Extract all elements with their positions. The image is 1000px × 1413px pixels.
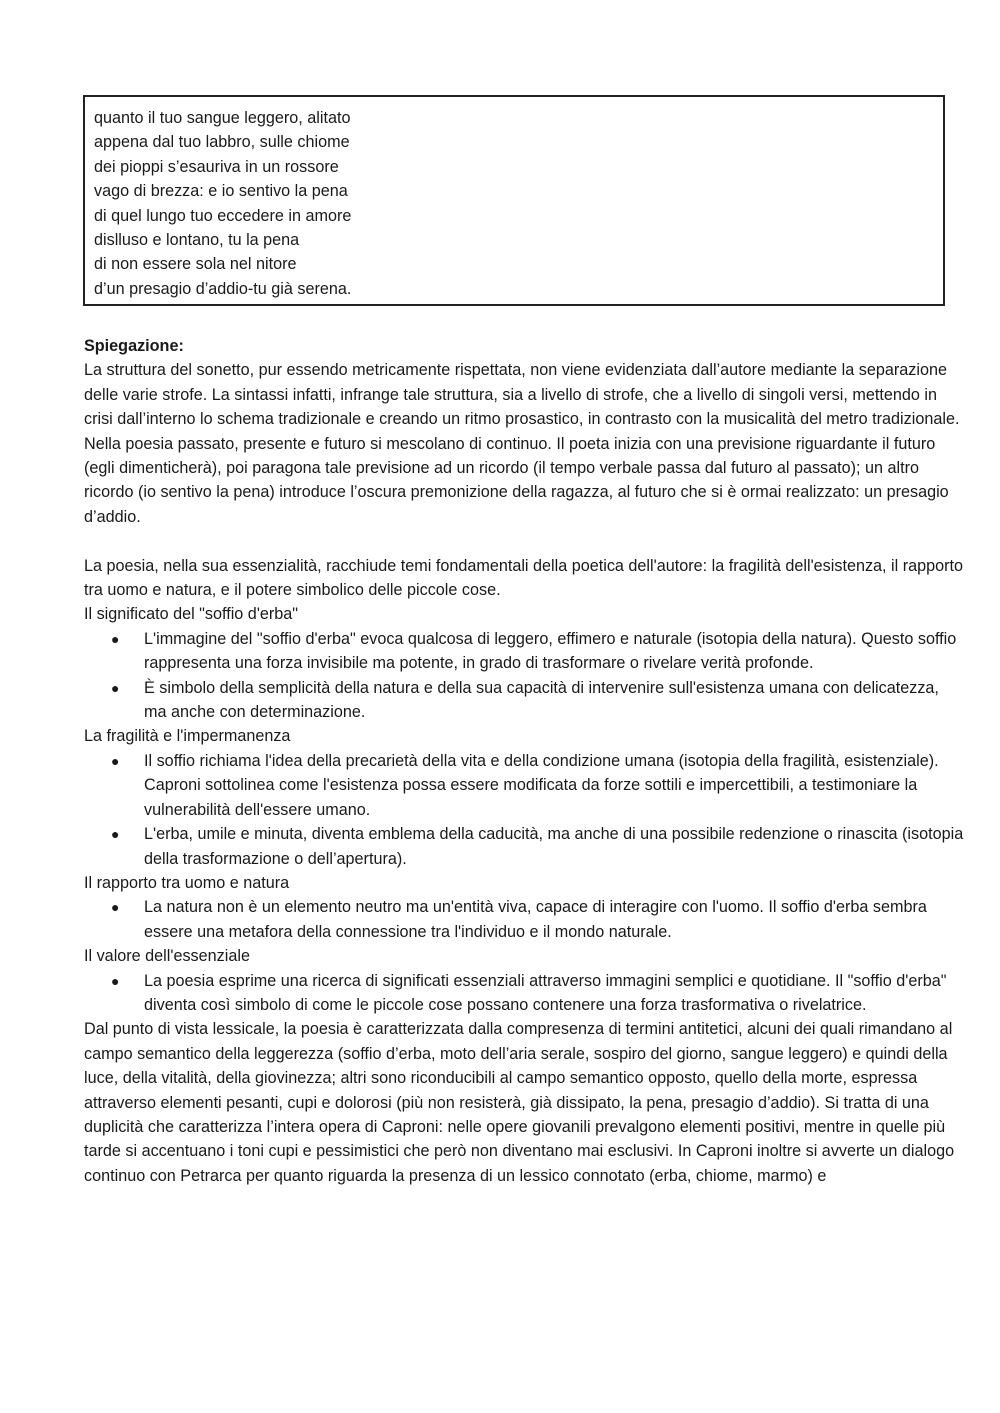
list-item [84,969,964,1018]
subheading-soffio: Il significato del "soffio d'erba" [84,605,299,624]
list-item-text: La natura non è un elemento neutro ma un'entità viva, capace di interagire con l'uomo. Il soffio d'erba sembra essere una metafora della connessione tra l'individuo e il mondo naturale. [144,898,927,941]
list-item [84,676,964,725]
bullet-list-rapporto [84,895,964,944]
poem-line: dei pioppi s’esauriva in un rossore [94,157,339,176]
poem-line: vago di brezza: e io sentivo la pena [94,182,348,201]
paragraph-lexicon: Dal punto di vista lessicale, la poesia è caratterizzata dalla compresenza di termini antitetici, alcuni dei quali rimandano al campo semantico della leggerezza (soffio d’erba, moto dell’aria serale, sospiro del giorno, sangue leggero) e quindi della luce, della vitalità, della giovinezza; altri sono riconducibili al campo semantico opposto, quello della morte, espressa attraverso elementi pesanti, cupi e dolorosi (più non resisterà, già dissipato, la pena, presagio d’addio). Si tratta di una duplicità che caratterizza l’intera opera di Caproni: nelle opere giovanili prevalgono elementi positivi, mentre in quelle più tarde si accentuano i toni cupi e pessimistici che però non diventano mai esclusivi. In Caproni inoltre si avverte un dialogo continuo con Petrarca per quanto riguarda la presenza di un lessico connotato (erba, chiome, marmo) e [84,1020,955,1185]
section-title: Spiegazione: [84,337,184,355]
poem-line: di quel lungo tuo eccedere in amore [94,206,352,225]
bullet-icon: ● [111,630,120,647]
poem-line: dislluso e lontano, tu la pena [94,230,300,249]
explanation-section [84,334,964,1188]
subheading-fragilita: La fragilità e l'impermanenza [84,727,291,746]
poem-line: di non essere sola nel nitore [94,255,297,274]
list-item [84,822,964,871]
bullet-icon: ● [111,972,120,989]
subheading-essenziale: Il valore dell'essenziale [84,947,250,966]
poem-line: quanto il tuo sangue leggero, alitato [94,109,351,127]
poem-line: appena dal tuo labbro, sulle chiome [94,133,350,152]
list-item [84,895,964,944]
list-item [84,749,964,822]
list-item-text: L'immagine del "soffio d'erba" evoca qualcosa di leggero, effimero e naturale (isotopia della natura). Questo soffio rappresenta una forza invisibile ma potente, in grado di trasformare o rivelare verità profonde. [144,629,957,673]
bullet-icon: ● [111,826,120,843]
list-item [84,627,964,676]
list-item-text: È simbolo della semplicità della natura e della sua capacità di intervenire sull'esistenza umana con delicatezza, ma anche con determinazione. [144,678,939,722]
poem-box [83,95,945,306]
paragraph-structure: La struttura del sonetto, pur essendo metricamente rispettata, non viene evidenziata dall’autore mediante la separazione delle varie strofe. La sintassi infatti, infrange tale struttura, sia a livello di strofe, che a livello di singoli versi, mettendo in crisi dall’interno lo schema tradizionale e creando un ritmo prosastico, in contrasto con la musicalità del metro tradizionale. Nella poesia passato, presente e futuro si mescolano di continuo. Il poeta inizia con una previsione riguardante il futuro (egli dimenticherà), poi paragona tale previsione ad un ricordo (il tempo verbale passa dal futuro al passato); un altro ricordo (io sentivo la pena) introduce l’oscura premonizione della ragazza, al futuro che si è ormai realizzato: un presagio d’addio. [84,361,960,526]
bullet-icon: ● [111,899,120,916]
list-item-text: L'erba, umile e minuta, diventa emblema della caducità, ma anche di una possibile redenzione o rinascita (isotopia della trasformazione o dell’apertura). [144,825,964,868]
subheading-rapporto: Il rapporto tra uomo e natura [84,873,290,892]
bullet-list-soffio [84,627,964,725]
poem-line: d’un presagio d’addio-tu già serena. [94,279,352,298]
list-item-text: La poesia esprime una ricerca di significati essenziali attraverso immagini semplici e quotidiane. Il "soffio d'erba" diventa così simbolo di come le piccole cose possano contenere una forza trasformativa o rivelatrice. [144,971,947,1014]
bullet-list-essenziale [84,969,964,1018]
list-item-text: Il soffio richiama l'idea della precarietà della vita e della condizione umana (isotopia della fragilità, esistenziale). Caproni sottolinea come l'esistenza possa essere modificata da forze sottili e impercettibili, a testimoniare la vulnerabilità dell'essere umano. [144,751,939,819]
paragraph-themes: La poesia, nella sua essenzialità, racchiude temi fondamentali della poetica dell'autore: la fragilità dell'esistenza, il rapporto tra uomo e natura, e il potere simbolico delle piccole cose. [84,556,964,600]
bullet-icon: ● [111,752,120,769]
paragraph-spacer [84,529,964,553]
bullet-list-fragilita [84,749,964,871]
bullet-icon: ● [111,679,120,696]
